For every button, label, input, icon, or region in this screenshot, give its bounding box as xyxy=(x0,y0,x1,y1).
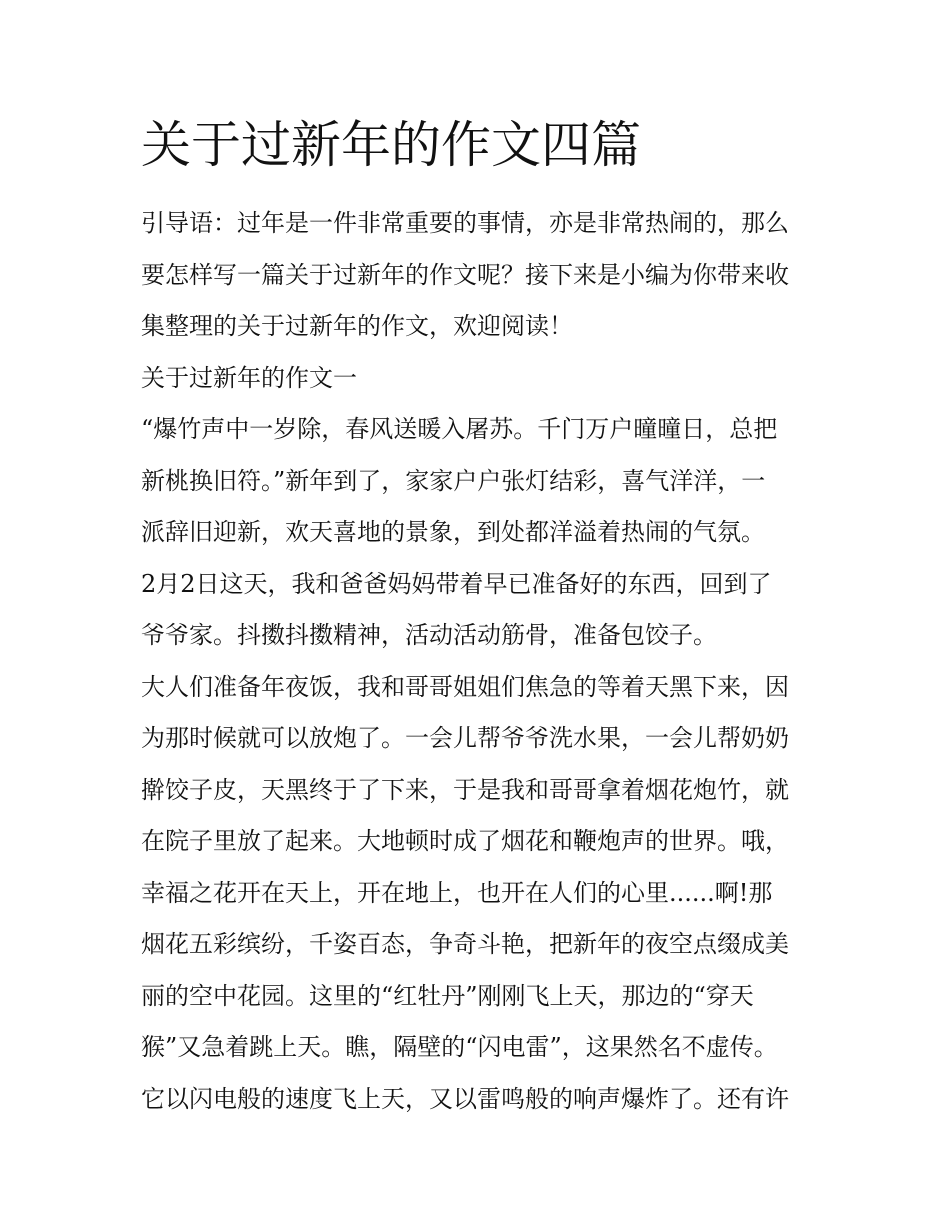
text-line: 幸福之花开在天上，开在地上，也开在人们的心里......啊!那 xyxy=(141,878,773,907)
text-line: “爆竹声中一岁除，春风送暖入屠苏。千门万户曈曈日，总把 xyxy=(141,415,778,443)
document-body xyxy=(141,198,821,1125)
text-line: 在院子里放了起来。大地顿时成了烟花和鞭炮声的世界。哦， xyxy=(141,827,789,855)
text-line: 派辞旧迎新，欢天喜地的景象，到处都洋溢着热闹的气氛。 xyxy=(141,518,765,546)
text-line: 烟花五彩缤纷，千姿百态，争奇斗艳，把新年的夜空点缀成美 xyxy=(141,930,789,958)
document-page xyxy=(141,110,821,1125)
text-line: 为那时候就可以放炮了。一会儿帮爷爷洗水果，一会儿帮奶奶 xyxy=(141,724,789,752)
document-title: 关于过新年的作文四篇 xyxy=(141,116,641,174)
text-line: 大人们准备年夜饭，我和哥哥姐姐们焦急的等着天黑下来，因 xyxy=(141,672,789,701)
text-line: 引导语：过年是一件非常重要的事情，亦是非常热闹的，那么 xyxy=(141,209,789,237)
text-line: 要怎样写一篇关于过新年的作文呢？接下来是小编为你带来收 xyxy=(141,260,789,289)
section-heading: 关于过新年的作文一 xyxy=(141,363,357,392)
text-line: 擀饺子皮，天黑终于了下来，于是我和哥哥拿着烟花炮竹，就 xyxy=(141,775,789,804)
text-line: 2月2日这天，我和爸爸妈妈带着早已准备好的东西，回到了 xyxy=(141,569,772,598)
text-line: 丽的空中花园。这里的“红牡丹”刚刚飞上天，那边的“穿天 xyxy=(141,981,754,1010)
text-line: 猴”又急着跳上天。瞧，隔壁的“闪电雷”，这果然名不虚传。 xyxy=(141,1033,778,1061)
text-line: 新桃换旧符。”新年到了，家家户户张灯结彩，喜气洋洋，一 xyxy=(141,466,766,495)
text-line: 爷爷家。抖擞抖擞精神，活动活动筋骨，准备包饺子。 xyxy=(141,621,717,649)
text-line: 集整理的关于过新年的作文，欢迎阅读！ xyxy=(141,312,573,340)
text-line: 它以闪电般的速度飞上天，又以雷鸣般的响声爆炸了。还有许 xyxy=(141,1084,789,1113)
